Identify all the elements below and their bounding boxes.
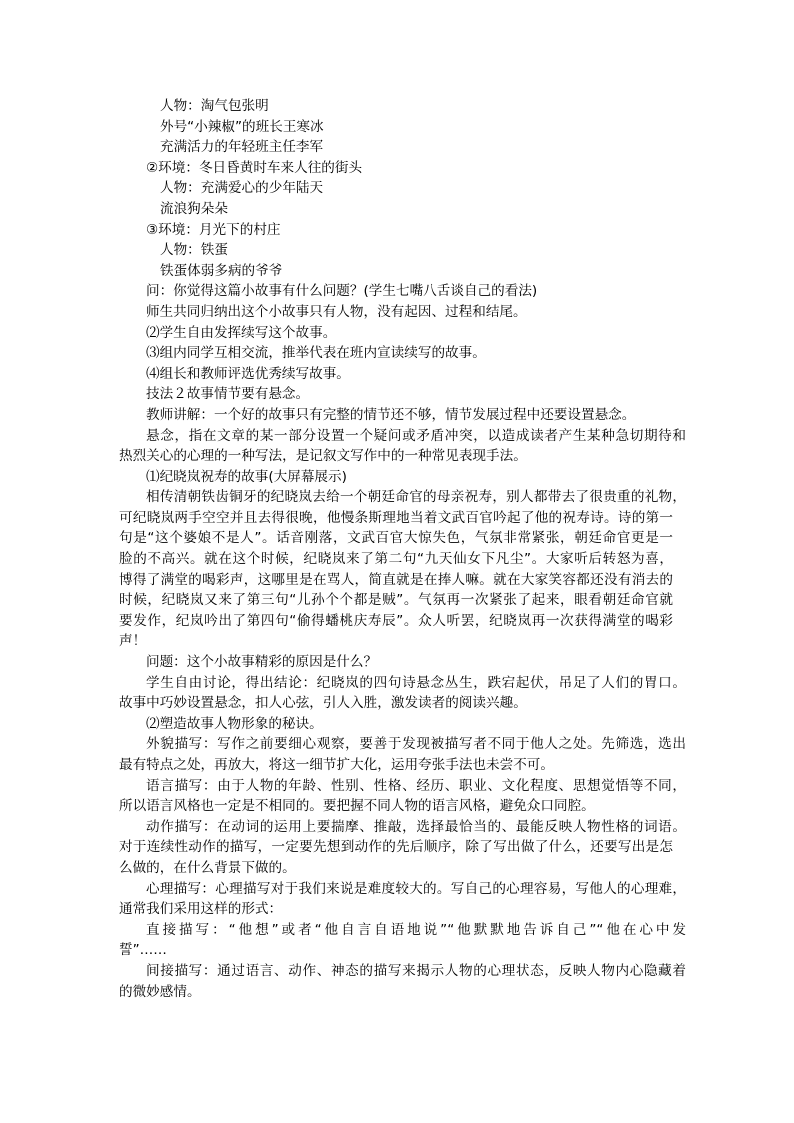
text-line: 最有特点之处，再放大，将这一细节扩大化，运用夸张手法也未尝不可。 [119,757,554,773]
text-line: ②环境：冬日昏黄时车来人往的街头 [146,159,363,176]
text-line: 技法２故事情节要有悬念。 [146,386,310,403]
text-line: 铁蛋体弱多病的爷爷 [160,262,283,279]
text-line: 师生共同归纳出这个小故事只有人物，没有起因、过程和结尾。 [146,303,527,320]
text-line: 句是“这个婆娘不是人”。话音刚落，文武百官大惊失色，气氛非常紧张，朝廷命官更是一 [119,530,673,547]
text-line: 故事中巧妙设置悬念，扣人心弦，引人入胜，激发读者的阅读兴趣。 [119,695,527,712]
text-line: 对于连续性动作的描写，一定要先想到动作的先后顺序，除了写出做了什么，还要写出是怎 [119,839,673,856]
text-line: 学生自由讨论，得出结论：纪晓岚的四句诗悬念丛生，跌宕起伏，吊足了人们的胃口。 [146,674,686,691]
text-line: ⑵塑造故事人物形象的秘诀。 [146,715,323,732]
text-line: 流浪狗朵朵 [160,200,228,217]
text-line: 脸的不高兴。就在这个时候，纪晓岚来了第二句“九天仙女下凡尘”。大家听后转怒为喜， [119,551,673,568]
text-line: 博得了满堂的喝彩声，这哪里是在骂人，简直就是在捧人嘛。就在大家笑容都还没有消去的 [119,571,673,588]
text-line: ⑶组内同学互相交流，推举代表在班内宣读续写的故事。 [146,345,486,362]
text-line: 人物：淘气包张明 [160,98,269,114]
text-line: 动作描写：在动词的运用上要揣摩、推敲，选择最恰当的、最能反映人物性格的词语。 [146,818,686,835]
text-line: 可纪晓岚两手空空并且去得很晚，他慢条斯理地当着文武百官吟起了他的祝寿诗。诗的第一 [119,509,673,526]
text-line: 外号“小辣椒”的班长王寒冰 [160,118,324,135]
document-page [0,96,794,1002]
text-line: 充满活力的年轻班主任李军 [160,139,324,156]
text-line: 间接描写：通过语言、动作、神态的描写来揭示人物的心理状态，反映人物内心隐藏着 [146,962,686,979]
text-line: ③环境：月光下的村庄 [146,221,281,238]
text-line: ⑵学生自由发挥续写这个故事。 [146,324,337,341]
text-line: 所以语言风格也一定是不相同的。要把握不同人物的语言风格，避免众口同腔。 [119,798,595,815]
text-line: 人物：铁蛋 [160,242,228,259]
text-line: 问：你觉得这篇小故事有什么问题？(学生七嘴八舌谈自己的看法) [146,283,538,300]
text-line: 誓”…… [119,942,167,959]
text-line: 时候，纪晓岚又来了第三句“儿孙个个都是贼”。气氛再一次紧张了起来，眼看朝廷命官就 [119,592,673,609]
text-line: 教师讲解：一个好的故事只有完整的情节还不够，情节发展过程中还要设置悬念。 [146,406,636,423]
text-line: 声！ [119,633,147,650]
text-line: 问题：这个小故事精彩的原因是什么？ [146,654,378,671]
text-line: 相传清朝铁齿铜牙的纪晓岚去给一个朝廷命官的母亲祝寿，别人都带去了很贵重的礼物， [146,489,686,506]
text-line: 人物：充满爱心的少年陆天 [160,180,324,197]
text-line: 语言描写：由于人物的年龄、性别、性格、经历、职业、文化程度、思想觉悟等不同， [146,777,686,794]
text-line: ⑷组长和教师评选优秀续写故事。 [146,365,350,382]
text-line: 直接描写：“他想”或者“他自言自语地说”“他默默地告诉自己”“他在心中发 [146,921,686,938]
text-line: 通常我们采用这样的形式： [119,901,283,918]
text-line: 要发作，纪岚吟出了第四句“偷得蟠桃庆寿辰”。众人听罢，纪晓岚再一次获得满堂的喝彩 [119,612,673,629]
text-line: 么做的，在什么背景下做的。 [119,859,296,876]
text-line: ⑴纪晓岚祝寿的故事(大屏幕展示) [146,468,347,485]
text-line: 悬念，指在文章的某一部分设置一个疑问或矛盾冲突，以造成读者产生某种急切期待和 [146,427,686,444]
text-line: 外貌描写：写作之前要细心观察，要善于发现被描写者不同于他人之处。先筛选，选出 [146,736,686,753]
text-line: 的微妙感情。 [119,983,201,1000]
text-line: 热烈关心的心理的一种写法，是记叙文写作中的一种常见表现手法。 [119,448,527,465]
text-line: 心理描写：心理描写对于我们来说是难度较大的。写自己的心理容易，写他人的心理难， [146,880,686,897]
